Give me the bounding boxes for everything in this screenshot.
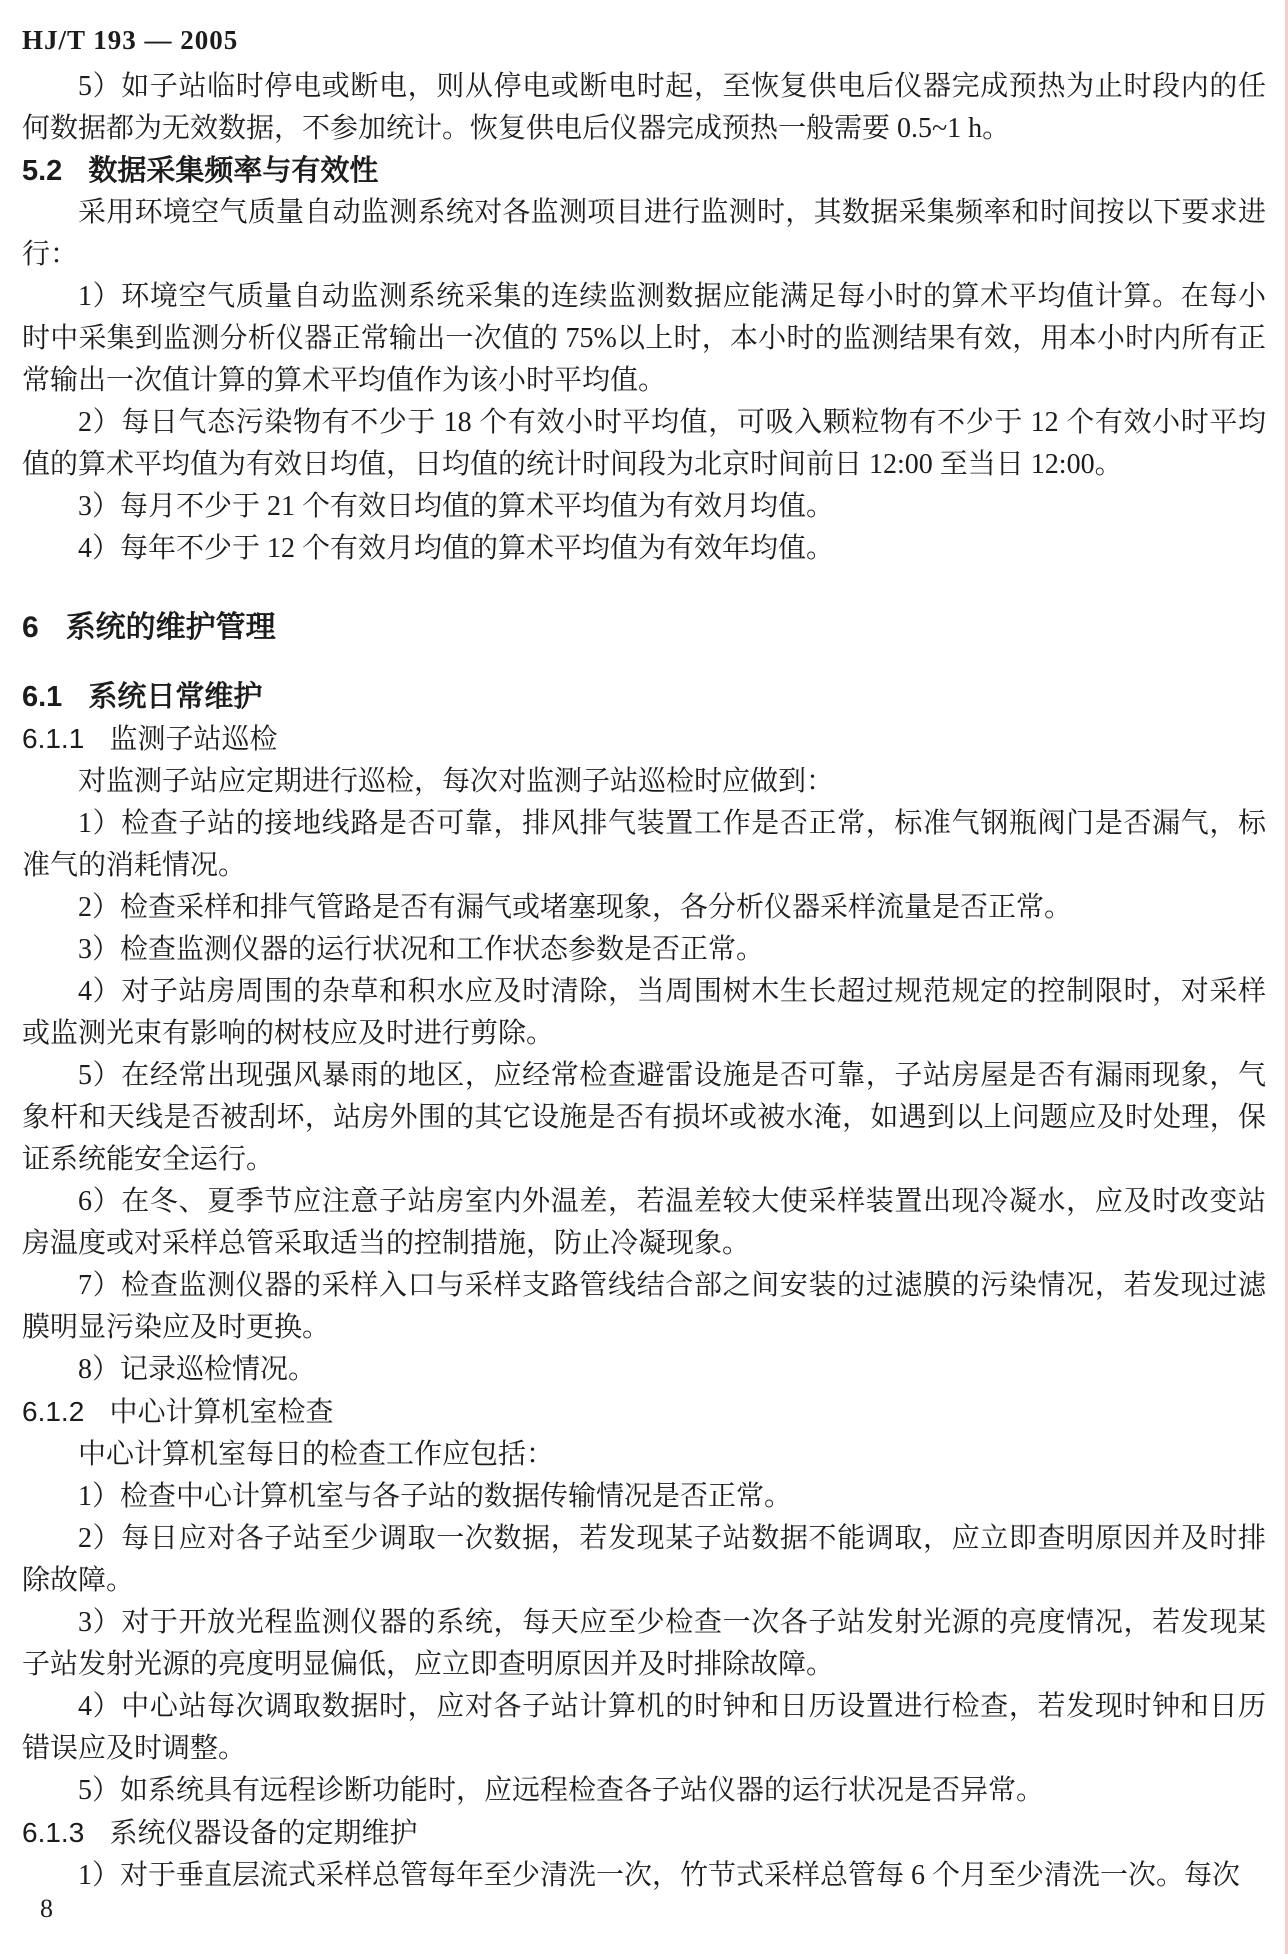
section-heading-6 bbox=[22, 606, 1266, 650]
heading-number: 6 bbox=[22, 611, 39, 644]
paragraph: 4）对子站房周围的杂草和积水应及时清除，当周围树木生长超过规范规定的控制限时，对采样或监测光束有影响的树枝应及时进行剪除。 bbox=[22, 976, 1266, 1049]
paragraph: 对监测子站应定期进行巡检，每次对监测子站巡检时应做到： bbox=[78, 766, 835, 797]
paragraph: 5）如子站临时停电或断电，则从停电或断电时起，至恢复供电后仪器完成预热为止时段内的任何数据都为无效数据，不参加统计。恢复供电后仪器完成预热一般需要 0.5~1 h。 bbox=[22, 71, 1266, 144]
heading-title: 系统的维护管理 bbox=[65, 611, 276, 644]
paragraph: 6）在冬、夏季节应注意子站房室内外温差，若温差较大使采样装置出现冷凝水，应及时改变站房温度或对采样总管采取适当的控制措施，防止冷凝现象。 bbox=[22, 1186, 1266, 1259]
heading-title: 数据采集频率与有效性 bbox=[88, 155, 379, 187]
page-number: 8 bbox=[40, 1894, 53, 1923]
paragraph: 4）中心站每次调取数据时，应对各子站计算机的时钟和日历设置进行检查，若发现时钟和日历错误应及时调整。 bbox=[22, 1691, 1266, 1764]
paragraph: 3）对于开放光程监测仪器的系统，每天应至少检查一次各子站发射光源的亮度情况，若发现某子站发射光源的亮度明显偏低，应立即查明原因并及时排除故障。 bbox=[22, 1607, 1266, 1680]
heading-title: 中心计算机室检查 bbox=[109, 1397, 334, 1428]
heading-title: 系统仪器设备的定期维护 bbox=[109, 1818, 418, 1849]
paragraph: 8）记录巡检情况。 bbox=[78, 1354, 317, 1385]
section-heading-6.1.1 bbox=[22, 718, 1266, 761]
heading-title: 系统日常维护 bbox=[88, 681, 263, 713]
paragraph: 3）每月不少于 21 个有效日均值的算术平均值为有效月均值。 bbox=[78, 491, 835, 522]
heading-number: 6.1 bbox=[22, 681, 63, 713]
heading-number: 6.1.2 bbox=[22, 1396, 85, 1427]
section-heading-5.2 bbox=[22, 150, 1266, 192]
heading-title: 监测子站巡检 bbox=[109, 724, 278, 755]
section-heading-6.1.2 bbox=[22, 1391, 1266, 1434]
paragraph: 1）对于垂直层流式采样总管每年至少清洗一次，竹节式采样总管每 6 个月至少清洗一次。每次 bbox=[78, 1860, 1241, 1891]
paragraph: 1）检查中心计算机室与各子站的数据传输情况是否正常。 bbox=[78, 1481, 793, 1512]
section-heading-6.1 bbox=[22, 676, 1266, 718]
paragraph: 1）环境空气质量自动监测系统采集的连续监测数据应能满足每小时的算术平均值计算。在每小时中采集到监测分析仪器正常输出一次值的 75%以上时，本小时的监测结果有效，用本小时内所有正常输出一次值计算的算术平均值作为该小时平均值。 bbox=[22, 281, 1266, 396]
paragraph: 2）检查采样和排气管路是否有漏气或堵塞现象，各分析仪器采样流量是否正常。 bbox=[78, 892, 1073, 923]
section-heading-6.1.3 bbox=[22, 1812, 1266, 1855]
standard-number-header: HJ/T 193 — 2005 bbox=[22, 25, 239, 55]
heading-number: 6.1.1 bbox=[22, 723, 85, 754]
document-content bbox=[22, 66, 1266, 1897]
paragraph: 2）每日气态污染物有不少于 18 个有效小时平均值，可吸入颗粒物有不少于 12 个有效小时平均值的算术平均值为有效日均值，日均值的统计时间段为北京时间前日 12:00 至当日 12:00。 bbox=[22, 407, 1266, 480]
paragraph: 5）如系统具有远程诊断功能时，应远程检查各子站仪器的运行状况是否异常。 bbox=[78, 1775, 1045, 1806]
paragraph: 5）在经常出现强风暴雨的地区，应经常检查避雷设施是否可靠，子站房屋是否有漏雨现象，气象杆和天线是否被刮坏，站房外围的其它设施是否有损坏或被水淹，如遇到以上问题应及时处理，保证系统能安全运行。 bbox=[22, 1060, 1266, 1175]
paragraph: 7）检查监测仪器的采样入口与采样支路管线结合部之间安装的过滤膜的污染情况，若发现过滤膜明显污染应及时更换。 bbox=[22, 1270, 1266, 1343]
paragraph: 中心计算机室每日的检查工作应包括： bbox=[78, 1439, 555, 1470]
paragraph: 1）检查子站的接地线路是否可靠，排风排气装置工作是否正常，标准气钢瓶阀门是否漏气，标准气的消耗情况。 bbox=[22, 808, 1266, 881]
paragraph: 4）每年不少于 12 个有效月均值的算术平均值为有效年均值。 bbox=[78, 533, 835, 564]
paragraph: 采用环境空气质量自动监测系统对各监测项目进行监测时，其数据采集频率和时间按以下要求进行： bbox=[22, 197, 1266, 270]
paragraph: 3）检查监测仪器的运行状况和工作状态参数是否正常。 bbox=[78, 934, 765, 965]
paragraph: 2）每日应对各子站至少调取一次数据，若发现某子站数据不能调取，应立即查明原因并及时排除故障。 bbox=[22, 1523, 1266, 1596]
heading-number: 5.2 bbox=[22, 155, 63, 187]
heading-number: 6.1.3 bbox=[22, 1817, 85, 1848]
